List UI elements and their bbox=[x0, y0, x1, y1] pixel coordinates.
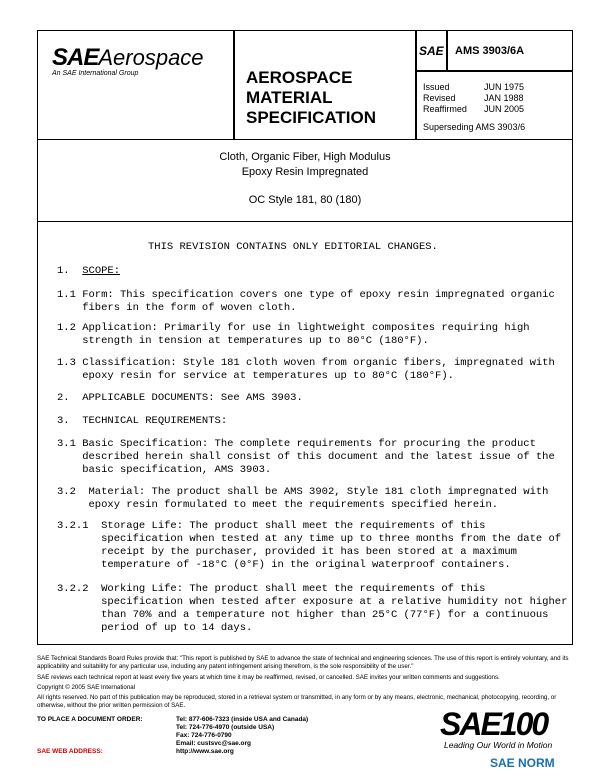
section-3: 3. TECHNICAL REQUIREMENTS: bbox=[57, 415, 228, 427]
logo-group-text: An SAE International Group bbox=[52, 70, 139, 77]
section-3-2: 3.2 Material: The product shall be AMS 3902, Style 181 cloth impregnated with epoxy resin formulated to meet the requirements specified herein. bbox=[57, 486, 549, 511]
tagline: Leading Our World in Motion bbox=[444, 740, 553, 750]
header-divider bbox=[233, 30, 235, 140]
web-label: SAE WEB ADDRESS: bbox=[37, 748, 103, 755]
header-divider bbox=[415, 30, 417, 140]
doc-number: AMS 3903/6A bbox=[455, 45, 525, 57]
order-label: TO PLACE A DOCUMENT ORDER: bbox=[37, 716, 143, 723]
issued-label: Issued bbox=[423, 82, 450, 92]
section-3-1: 3.1 Basic Specification: The complete requirements for procuring the product described herein shall consist of this document and the latest issue of the basic specification, AMS 3903. bbox=[57, 438, 555, 476]
section-1-heading bbox=[57, 265, 120, 278]
body-box bbox=[37, 222, 573, 645]
spec-title bbox=[246, 68, 376, 128]
footer-copyright: Copyright © 2005 SAE International bbox=[37, 684, 136, 691]
sae-aerospace-logo bbox=[52, 44, 204, 72]
contact-info bbox=[176, 716, 308, 756]
sae100-logo: SAE100 bbox=[440, 706, 548, 742]
revised-date: JAN 1988 bbox=[484, 93, 524, 103]
footer-rights: All rights reserved. No part of this publication may be reproduced, stored in a retrieval system or transmitted, in any form or by any means, electronic, mechanical, photocopying, recording, or otherwise, without the prior written permission of SAE. bbox=[37, 694, 557, 709]
date-labels bbox=[423, 82, 467, 115]
subject-line: Epoxy Resin Impregnated bbox=[241, 166, 369, 178]
issued-date: JUN 1975 bbox=[484, 82, 525, 92]
reaffirmed-date: JUN 2005 bbox=[484, 104, 525, 114]
spec-title-line: AEROSPACE bbox=[246, 68, 353, 87]
web-link[interactable]: http://www.sae.org bbox=[176, 748, 234, 755]
sae-norm-watermark: SAE NORM bbox=[490, 756, 555, 770]
contact-email[interactable]: Email: custsvc@sae.org bbox=[176, 740, 251, 747]
section-1-3: 1.3 Classification: Style 181 cloth woven from organic fibers, impregnated with epoxy resin for service at temperatures up to 80°C (180°F). bbox=[57, 357, 555, 382]
subject bbox=[37, 150, 573, 208]
contact-fax: Fax: 724-776-0790 bbox=[176, 732, 232, 739]
reaffirmed-label: Reaffirmed bbox=[423, 104, 467, 114]
date-values bbox=[484, 82, 524, 115]
section-3-2-1: 3.2.1 Storage Life: The product shall meet the requirements of this specification when tested at any time up to three months from the date of receipt by the purchaser, provided it has been stored at a maximum temperature of -18°C (0°F) in the original waterproof containers. bbox=[57, 520, 562, 571]
section-title: SCOPE: bbox=[82, 265, 121, 277]
logo-aerospace-text: Aerospace bbox=[98, 45, 204, 70]
header-divider bbox=[446, 30, 448, 70]
revision-note: THIS REVISION CONTAINS ONLY EDITORIAL CHANGES. bbox=[148, 241, 438, 253]
header-divider bbox=[415, 70, 573, 72]
spec-title-line: MATERIAL bbox=[246, 88, 333, 107]
spec-title-line: SPECIFICATION bbox=[246, 108, 377, 127]
footer-review: SAE reviews each technical report at least every five years at which time it may be reaffirmed, revised, or cancelled. SAE invites your written comments and suggestions. bbox=[37, 674, 500, 681]
sae-small-logo: SAE bbox=[419, 44, 444, 58]
superseding: Superseding AMS 3903/6 bbox=[423, 122, 526, 132]
section-number: 1. bbox=[57, 265, 70, 277]
section-1-2: 1.2 Application: Primarily for use in lightweight composites requiring high strength in tension at temperatures up to 80°C (180°F). bbox=[57, 322, 530, 347]
section-3-2-2: 3.2.2 Working Life: The product shall meet the requirements of this specification when tested after exposure at a relative humidity not higher than 70% and a temperature not higher than 25°C (77°F) for a continuous period of up to 14 days. bbox=[57, 583, 568, 634]
section-1-1: 1.1 Form: This specification covers one type of epoxy resin impregnated organic fibers in the form of woven cloth. bbox=[57, 289, 555, 314]
contact-tel: Tel: 724-776-4970 (outside USA) bbox=[176, 724, 275, 731]
contact-tel: Tel: 877-606-7323 (inside USA and Canada) bbox=[176, 716, 309, 723]
subject-style: OC Style 181, 80 (180) bbox=[248, 194, 362, 206]
revised-label: Revised bbox=[423, 93, 456, 103]
footer-disclaimer: SAE Technical Standards Board Rules provide that: "This report is published by SAE to advance the state of technical and engineering sciences. The use of this report is entirely voluntary, and its applicability and suitability for any particular use, including any patent infringement arising therefrom, is the sole responsibility of the user." bbox=[37, 655, 569, 670]
logo-sae-text: SAE bbox=[52, 44, 99, 71]
section-2: 2. APPLICABLE DOCUMENTS: See AMS 3903. bbox=[57, 392, 303, 404]
subject-line: Cloth, Organic Fiber, High Modulus bbox=[219, 151, 391, 163]
